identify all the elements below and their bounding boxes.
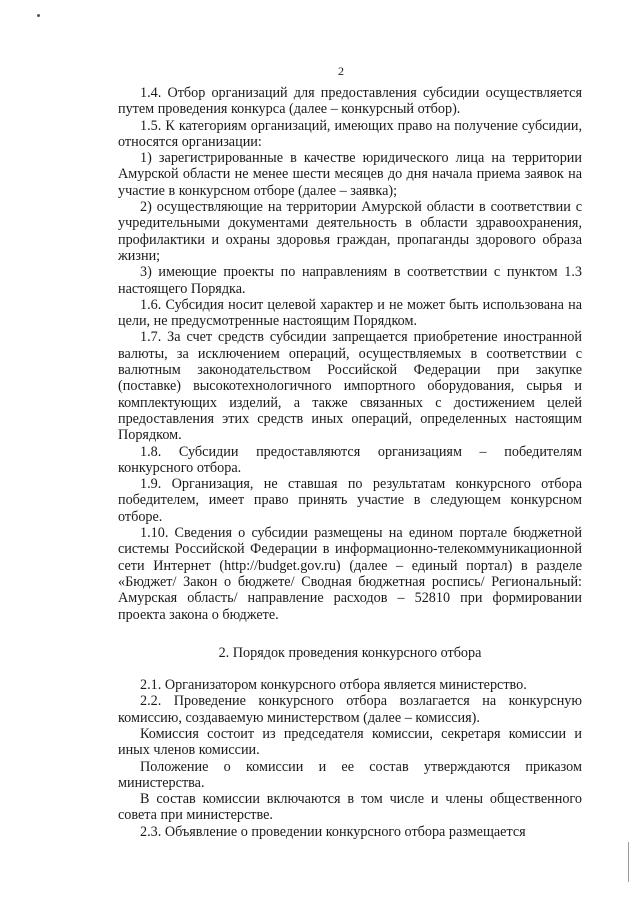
scan-speck bbox=[37, 14, 40, 17]
section-heading: 2. Порядок проведения конкурсного отбора bbox=[218, 644, 482, 661]
paragraph-1-8: 1.8. Субсидии предоставляются организациям – победителям конкурсного отбора. bbox=[118, 443, 582, 476]
paragraph-1-10: 1.10. Сведения о субсидии размещены на едином портале бюджетной системы Российской Федерации в информационно-телекоммуникационной сети Интернет (http://budget.gov.ru) (далее – единый портал) в разделе «Бюджет/ Закон о бюджете/ Сводная бюджетная роспись/ Региональный: Амурская область/ направление расходов – 52810 при формировании проекта закона о бюджете. bbox=[118, 525, 582, 623]
paragraph-1-6: 1.6. Субсидия носит целевой характер и не может быть использована на цели, не предусмотренные настоящим Порядком. bbox=[118, 296, 582, 330]
scan-edge-mark bbox=[628, 842, 629, 882]
paragraph-2-3: 2.3. Объявление о проведении конкурсного отбора размещается bbox=[140, 823, 526, 840]
paragraph-1-5: 1.5. К категориям организаций, имеющих право на получение субсидии, относятся организации: bbox=[118, 117, 582, 150]
paragraph-2-1: 2.1. Организатором конкурсного отбора является министерство. bbox=[140, 677, 527, 694]
paragraph-1-7: 1.7. За счет средств субсидии запрещается приобретение иностранной валюты, за исключением операций, осуществляемых в соответствии с валютным законодательством Российской Федерации при закупке (поставке) высокотехнологичного импортного оборудования, сырья и комплектующих изделий, а также связанных с достижением целей предоставления этих средств иных операций, определенных настоящим Порядком. bbox=[118, 329, 582, 444]
list-item-1: 1) зарегистрированные в качестве юридического лица на территории Амурской области не менее шести месяцев до дня начала приема заявок на участие в конкурсном отборе (далее – заявка); bbox=[118, 150, 582, 199]
list-item-2: 2) осуществляющие на территории Амурской области в соответствии с учредительными документами деятельность в области здравоохранения, профилактики и охраны здоровья граждан, пропаганды здорового образа жизни; bbox=[118, 199, 582, 264]
page-number: 2 bbox=[338, 64, 344, 78]
paragraph-1-4: 1.4. Отбор организаций для предоставления субсидии осуществляется путем проведения конкурса (далее – конкурсный отбор). bbox=[118, 85, 582, 118]
document-body bbox=[118, 85, 582, 840]
paragraph-1-9: 1.9. Организация, не ставшая по результатам конкурсного отбора победителем, имеет право принять участие в следующем конкурсном отборе. bbox=[118, 476, 582, 525]
paragraph-commission-regulation: Положение о комиссии и ее состав утверждаются приказом министерства. bbox=[118, 758, 582, 791]
list-item-3: 3) имеющие проекты по направлениям в соответствии с пунктом 1.3 настоящего Порядка. bbox=[118, 264, 582, 297]
paragraph-commission-composition: Комиссия состоит из председателя комиссии, секретаря комиссии и иных членов комиссии. bbox=[118, 725, 582, 759]
paragraph-public-council: В состав комиссии включаются в том числе и члены общественного совета при министерстве. bbox=[118, 791, 582, 824]
paragraph-2-2: 2.2. Проведение конкурсного отбора возлагается на конкурсную комиссию, создаваемую министерством (далее – комиссия). bbox=[118, 693, 582, 726]
